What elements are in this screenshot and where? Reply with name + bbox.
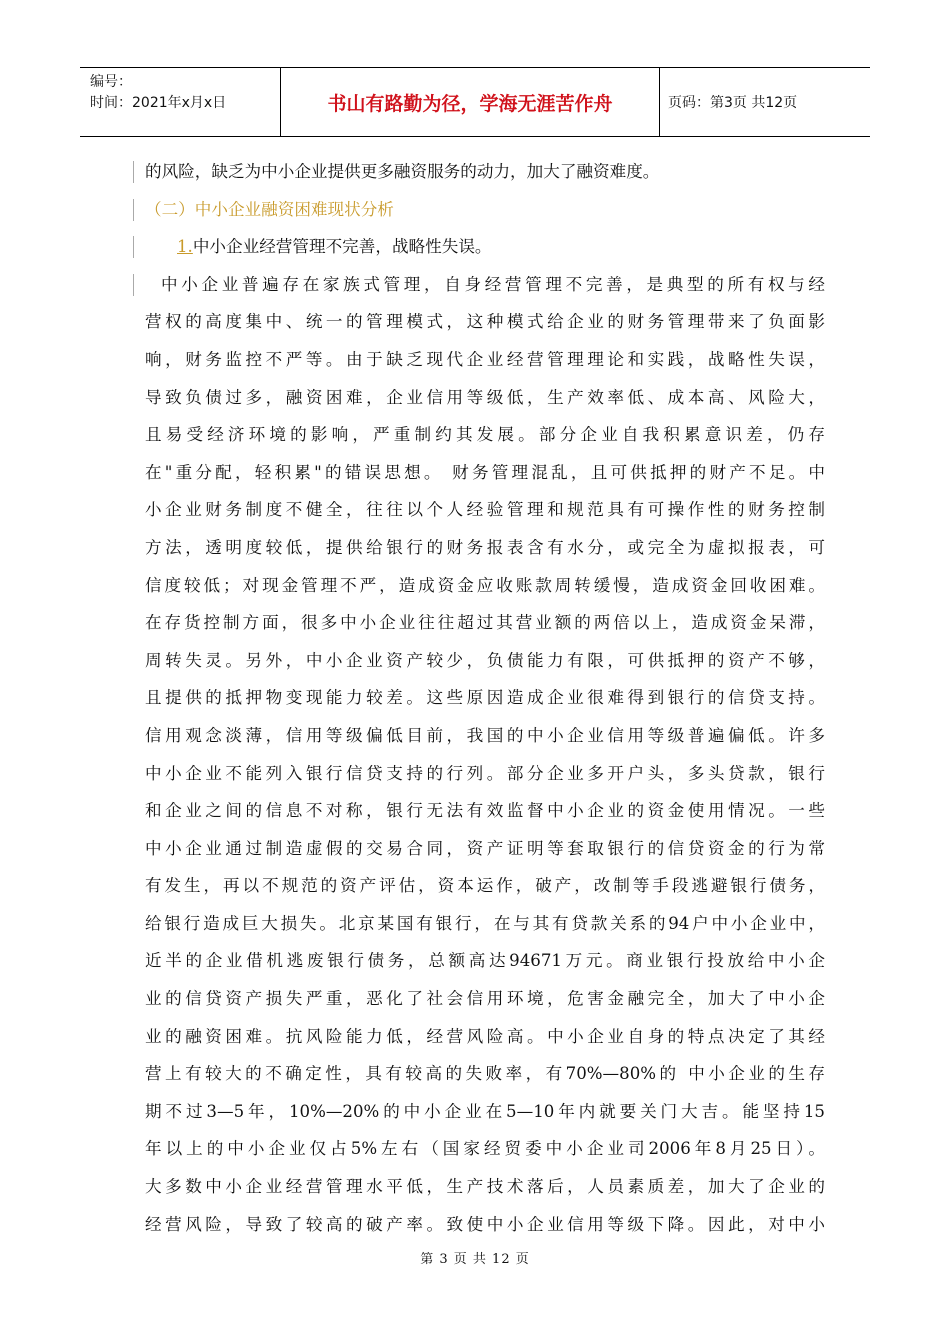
revision-mark	[133, 236, 134, 258]
document-body	[145, 153, 825, 1243]
paragraph-line: 周转失灵。另外，中小企业资产较少，负债能力有限，可供抵押的资产不够，	[145, 650, 825, 670]
section-heading-text: （二）中小企业融资困难现状分析	[145, 199, 394, 219]
page-header	[80, 67, 870, 137]
sub-heading	[145, 228, 825, 266]
header-motto: 书山有路勤为径，学海无涯苦作舟	[280, 68, 660, 136]
sub-heading-title: 中小企业经营管理不完善，战略性失误。	[192, 237, 492, 257]
paragraph-line: 和企业之间的信息不对称，银行无法有效监督中小企业的资金使用情况。一些	[145, 801, 825, 821]
paragraph-line: 信度较低；对现金管理不严，造成资金应收账款周转缓慢，造成资金回收困难。	[145, 575, 825, 595]
paragraph-line: 近半的企业借机逃废银行债务，总额高达94671万元。商业银行投放给中小企	[145, 951, 825, 971]
header-page-info: 页码：第3页 共12页	[668, 95, 798, 111]
paragraph-line-text: 中小企业普遍存在家族式管理，自身经营管理不完善，是典型的所有权与经	[161, 274, 825, 294]
revision-mark	[133, 161, 134, 183]
paragraph-line: 响，财务监控不严等。由于缺乏现代企业经营管理理论和实践，战略性失误，	[145, 349, 825, 369]
paragraph-line: 业的信贷资产损失严重，恶化了社会信用环境，危害金融完全，加大了中小企	[145, 989, 825, 1009]
paragraph-line: 业的融资困难。抗风险能力低，经营风险高。中小企业自身的特点决定了其经	[145, 1026, 825, 1046]
number-label: 编号：	[90, 74, 132, 90]
paragraph-line: 有发生，再以不规范的资产评估，资本运作，破产，改制等手段逃避银行债务，	[145, 876, 825, 896]
paragraph-line: 年以上的中小企业仅占5%左右（国家经贸委中小企业司2006年8月25日）。	[145, 1139, 825, 1159]
paragraph-line: 且提供的抵押物变现能力较差。这些原因造成企业很难得到银行的信贷支持。	[145, 688, 825, 708]
paragraph-line: 期不过3—5年，10%—20%的中小企业在5—10年内就要关门大吉。能坚持15	[145, 1101, 825, 1121]
paragraph-line: 在存货控制方面，很多中小企业往往超过其营业额的两倍以上，造成资金呆滞，	[145, 613, 825, 633]
paragraph-line: 营上有较大的不确定性，具有较高的失败率，有70%—80%的 中小企业的生存	[145, 1064, 825, 1084]
paragraph-line: 营权的高度集中、统一的管理模式，这种模式给企业的财务管理带来了负面影	[145, 312, 825, 332]
paragraph-line: 中小企业通过制造虚假的交易合同，资产证明等套取银行的信贷资金的行为常	[145, 838, 825, 858]
paragraph-line: 经营风险，导致了较高的破产率。致使中小企业信用等级下降。因此，对中小	[145, 1214, 825, 1234]
paragraph-line: 在"重分配，轻积累"的错误思想。 财务管理混乱，且可供抵押的财产不足。中	[145, 462, 825, 482]
revision-mark	[133, 199, 134, 221]
paragraph-line: 小企业财务制度不健全，往往以个人经验管理和规范具有可操作性的财务控制	[145, 500, 825, 520]
paragraph-line: 信用观念淡薄，信用等级偏低目前，我国的中小企业信用等级普遍偏低。许多	[145, 725, 825, 745]
intro-text: 的风险，缺乏为中小企业提供更多融资服务的动力，加大了融资难度。	[145, 162, 660, 181]
sub-heading-number: 1.	[177, 237, 193, 257]
paragraph-line: 且易受经济环境的影响，严重制约其发展。部分企业自我积累意识差，仍存	[145, 425, 825, 445]
page-footer: 第 3 页 共 12 页	[420, 1252, 530, 1267]
paragraph-line: 大多数中小企业经营管理水平低，生产技术落后，人员素质差，加大了企业的	[145, 1177, 825, 1197]
revision-mark	[133, 274, 134, 296]
paragraph-line: 中小企业不能列入银行信贷支持的行列。部分企业多开户头，多头贷款，银行	[145, 763, 825, 783]
header-meta	[80, 68, 280, 136]
paragraph-line: 方法，透明度较低，提供给银行的财务报表含有水分，或完全为虚拟报表，可	[145, 537, 825, 557]
section-heading	[145, 191, 825, 229]
intro-line	[145, 153, 825, 191]
paragraph-line	[145, 266, 825, 304]
paragraph	[145, 266, 825, 1243]
time-label: 时间：2021年x月x日	[90, 95, 227, 111]
paragraph-line: 导致负债过多，融资困难，企业信用等级低，生产效率低、成本高、风险大，	[145, 387, 825, 407]
paragraph-line: 给银行造成巨大损失。北京某国有银行，在与其有贷款关系的94户中小企业中，	[145, 913, 825, 933]
